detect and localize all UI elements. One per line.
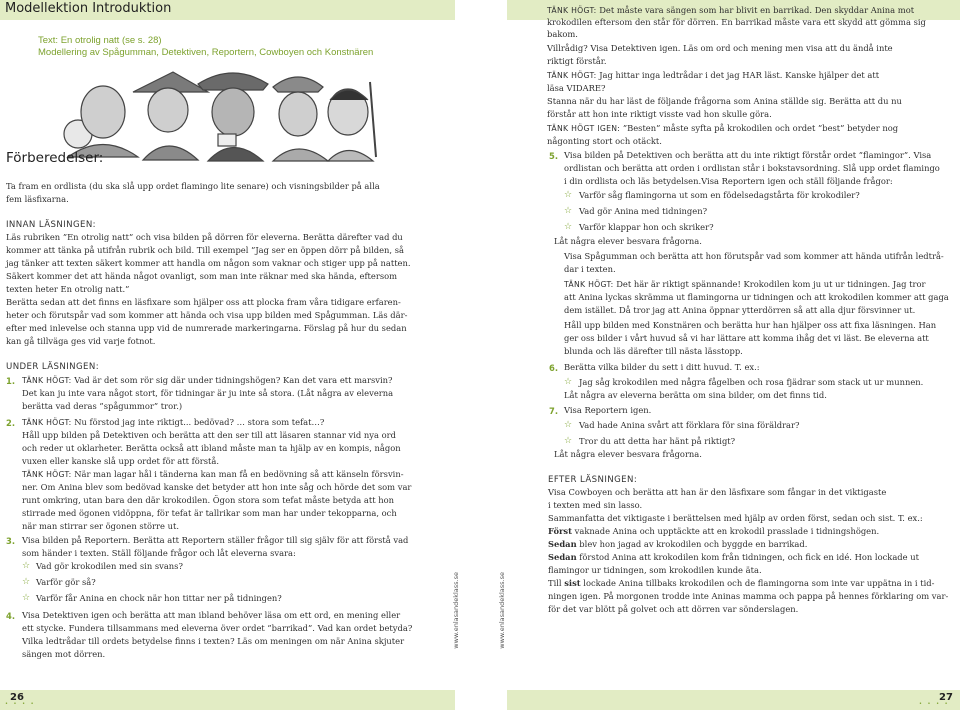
item5-line-3: i din ordlista och läs betydelsen.Visa Reportern igen och ställ följande frågor: xyxy=(564,176,893,186)
module-title: Modellektion Introduktion xyxy=(5,1,172,16)
right-line-5: riktigt förstår. xyxy=(547,56,607,66)
item-number-3: 3. xyxy=(6,536,16,546)
item5-line-6: dar i texten. xyxy=(564,264,616,274)
prep-line-2: fem läsfixarna. xyxy=(6,194,69,204)
website-url: www.enlasandeklass.se xyxy=(498,572,506,649)
after-line-7: flamingor ur tidningen, som krokodilen kunde äta. xyxy=(548,565,762,575)
item6-line-1: Berätta vilka bilder du sett i ditt huvud. T. ex.: xyxy=(564,362,760,372)
after-reading-heading: EFTER LÄSNINGEN: xyxy=(548,475,638,485)
star-icon: ☆ xyxy=(22,577,31,587)
item2-line-5: TÄNK HÖGT: När man lagar hål i tänderna kan man få en bedövning så att känseln försvin- xyxy=(22,469,404,479)
item5-line-7: TÄNK HÖGT: Det här är riktigt spännande! Krokodilen kom ju ut ur tidningen. Jag tror xyxy=(564,279,926,289)
page-number: 26 xyxy=(10,692,24,703)
star-icon: ☆ xyxy=(564,222,573,232)
item2-line-6: ner. Om Anina blev som bedövad kanske det betyder att hon inte såg och hörde det som var xyxy=(22,482,412,492)
item-number-4: 4. xyxy=(6,611,16,621)
before-line-9: kan gå tillväga ges vid varje fotnot. xyxy=(6,336,156,346)
item7-question-2: Tror du att detta har hänt på riktigt? xyxy=(579,436,736,446)
header-bar xyxy=(0,0,455,20)
right-line-6: TÄNK HÖGT: Jag hittar inga ledtrådar i det jag HAR läst. Kanske hjälper det att xyxy=(547,70,880,80)
item-number-6: 6. xyxy=(549,363,559,373)
right-line-2: krokodilen eftersom den står för dörren. En barrikad måste vara ett skydd att gömma sig xyxy=(547,17,926,27)
after-line-10: för det var blött på golvet och att dörren var sönderslagen. xyxy=(548,604,799,614)
item5-line-2: ordlistan och berätta att orden i ordlistan står i bokstavsordning. Slå upp ordet flamingo xyxy=(564,163,940,173)
prep-line-1: Ta fram en ordlista (du ska slå upp ordet flamingo lite senare) och visningsbilder på alla xyxy=(6,181,380,191)
item-number-7: 7. xyxy=(549,406,559,416)
item4-line-2: ett stycke. Fundera tillsammans med eleverna över ordet ”barrikad”. Vad kan ordet betyda? xyxy=(22,623,413,633)
star-icon: ☆ xyxy=(564,436,573,446)
before-line-3: jag tänker att texten säkert kommer att handla om någon som vaknar och stiger upp på natten. xyxy=(6,258,411,268)
star-icon: ☆ xyxy=(564,420,573,430)
item5-question-1: Varför såg flamingorna ut som en födelsedagstårta för krokodiler? xyxy=(579,190,860,200)
after-line-2: i texten med sin lasso. xyxy=(548,500,643,510)
item5-question-3: Varför klappar hon och skriker? xyxy=(579,222,714,232)
item1-line-1: TÄNK HÖGT: Vad är det som rör sig där under tidningshögen? Kan det vara ett marsvin? xyxy=(22,375,393,385)
page-number: 27 xyxy=(939,692,953,703)
right-line-1: TÄNK HÖGT: Det måste vara sängen som har blivit en barrikad. Den skyddar Anina mot xyxy=(547,5,915,15)
item4-line-4: sängen mot dörren. xyxy=(22,649,106,659)
item7-line-1: Visa Reportern igen. xyxy=(564,405,652,415)
after-line-4: Först vaknade Anina och upptäckte att en krokodil prasslade i tidningshögen. xyxy=(548,526,880,536)
before-line-8: efter med inlevelse och stanna upp vid de numrerade markeringarna. Förslag på hur du sedan xyxy=(6,323,407,333)
after-line-9: ningen igen. På morgonen trodde inte Aninas mamma och pappa på hennes förklaring om var- xyxy=(548,591,949,601)
item5-line-12: blunda och läs därefter till nästa lässtopp. xyxy=(564,346,743,356)
item6-line-2: Låt några av eleverna berätta om sina bilder, om det finns tid. xyxy=(564,390,827,400)
item3-question-3: Varför får Anina en chock när hon tittar ner på tidningen? xyxy=(36,593,282,603)
item5-question-2: Vad gör Anina med tidningen? xyxy=(579,206,708,216)
item2-line-1: TÄNK HÖGT: Nu förstod jag inte riktigt... bedövad? … stora som tefat…? xyxy=(22,417,325,427)
right-line-7: läsa VIDARE? xyxy=(547,83,606,93)
footer-bar xyxy=(0,690,455,710)
item1-line-2: Det kan ju inte vara något stort, för tidningar är ju inte så stora. (Låt några av eleverna xyxy=(22,388,394,398)
after-line-1: Visa Cowboyen och berätta att han är den läsfixare som fångar in det viktigaste xyxy=(548,487,887,497)
item5-line-11: ger oss bilder i vårt huvud så vi har lättare att komma ihåg det vi läst. Be eleverna att xyxy=(564,333,929,343)
item1-line-3: berätta vad deras ”spågummor” tror.) xyxy=(22,401,183,411)
after-line-8: Till sist lockade Anina tillbaks krokodilen och de flamingorna som inte var uppätna in i tid- xyxy=(548,578,935,588)
right-line-10: TÄNK HÖGT IGEN: ”Besten” måste syfta på krokodilen och ordet ”best” betyder nog xyxy=(547,123,899,133)
item2-line-7: runt omkring, utan bara den där krokodilen. Ögon stora som tefat måste betyda att hon xyxy=(22,495,395,505)
item2-line-4: vuxen eller kanske slå upp ordet för att förstå. xyxy=(22,456,219,466)
star-icon: ☆ xyxy=(564,377,573,387)
item5-line-8: att Anina lyckas skrämma ut flamingorna ur tidningen och att krokodilen kommer att gaga xyxy=(564,292,949,302)
during-reading-heading: UNDER LÄSNINGEN: xyxy=(6,362,99,372)
item2-line-8: stirrade med ögonen vidöppna, för tefat är tallrikar som man har under tekopparna, och xyxy=(22,508,397,518)
left-page xyxy=(0,0,468,710)
right-line-9: förstår att hon inte riktigt visste vad hon skulle göra. xyxy=(547,109,772,119)
item3-line-1: Visa bilden på Reportern. Berätta att Reportern ställer frågor till sig själv för att förstå vad xyxy=(22,535,409,545)
item7-question-1: Vad hade Anina svårt att förklara för sina föräldrar? xyxy=(579,420,800,430)
right-page xyxy=(492,0,960,710)
text-source: Text: En otrolig natt (se s. 28) xyxy=(38,35,162,46)
star-icon: ☆ xyxy=(22,561,31,571)
item5-line-9: dem istället. Då tror jag att Anina öppnar ytterdörren så att alla djur försvinner ut. xyxy=(564,305,916,315)
right-line-4: Villrådig? Visa Detektiven igen. Läs om ord och mening men visa att du ändå inte xyxy=(547,43,893,53)
item2-line-3: och reder ut oklarheter. Berätta också att ibland måste man ta hjälp av en kompis, någon xyxy=(22,443,401,453)
item-number-2: 2. xyxy=(6,418,16,428)
item4-line-1: Visa Detektiven igen och berätta att man ibland behöver läsa om ett ord, en mening eller xyxy=(22,610,401,620)
right-line-8: Stanna när du har läst de följande frågorna som Anina ställde sig. Berätta att du nu xyxy=(547,96,902,106)
before-line-4: Säkert kommer det att hända något ovanligt, som man inte räknar med ska hända, eftersom xyxy=(6,271,398,281)
modeling-line: Modellering av Spågumman, Detektiven, Reportern, Cowboyen och Konstnären xyxy=(38,47,374,58)
footer-dots: • • • • xyxy=(5,701,36,707)
before-reading-heading: INNAN LÄSNINGEN: xyxy=(6,220,96,230)
footer-bar xyxy=(507,690,960,710)
after-line-6: Sedan förstod Anina att krokodilen kom från tidningen, och fick en idé. Hon lockade ut xyxy=(548,552,919,562)
item5-line-5: Visa Spågumman och berätta att hon förutspår vad som kommer att hända utifrån ledtrå- xyxy=(564,251,944,261)
item5-line-10: Håll upp bilden med Konstnären och berätta hur han hjälper oss att fixa läsningen. Han xyxy=(564,320,937,330)
star-icon: ☆ xyxy=(564,190,573,200)
item-number-5: 5. xyxy=(549,151,559,161)
footer-dots: • • • • xyxy=(919,701,950,707)
website-url: www.enlasandeklass.se xyxy=(452,572,460,649)
star-icon: ☆ xyxy=(22,593,31,603)
item6-question-1: Jag såg krokodilen med några fågelben och rosa fjädrar som stack ut ur munnen. xyxy=(579,377,924,387)
item4-line-3: Vilka ledtrådar till ordets betydelse finns i texten? Läs om meningen om när Anina skjuter xyxy=(22,636,405,646)
item5-line-4: Låt några elever besvara frågorna. xyxy=(554,236,702,246)
before-line-7: heter och förutspår vad som kommer att hända och visa upp bilden med Spågumman. Läs där- xyxy=(6,310,408,320)
after-line-5: Sedan blev hon jagad av krokodilen och byggde en barrikad. xyxy=(548,539,808,549)
after-line-3: Sammanfatta det viktigaste i berättelsen med hjälp av orden först, sedan och sist. T. ex.: xyxy=(548,513,923,523)
item7-line-2: Låt några elever besvara frågorna. xyxy=(554,449,702,459)
item3-question-1: Vad gör krokodilen med sin svans? xyxy=(36,561,183,571)
item3-question-2: Varför gör så? xyxy=(36,577,96,587)
item3-line-2: som händer i texten. Ställ följande frågor och låt eleverna svara: xyxy=(22,548,296,558)
item5-line-1: Visa bilden på Detektiven och berätta att du inte riktigt förstår ordet ”flamingor”. Visa xyxy=(564,150,932,160)
before-line-1: Läs rubriken ”En otrolig natt” och visa bilden på dörren för eleverna. Berätta därefter vad du xyxy=(6,232,403,242)
item2-line-9: när man stirrar ser ögonen större ut. xyxy=(22,521,179,531)
prep-heading: Förberedelser: xyxy=(6,150,104,166)
characters-illustration xyxy=(48,62,378,162)
before-line-2: kommer att tänka på utifrån rubrik och bild. Till exempel ”Jag ser en öppen dörr på bilden, så xyxy=(6,245,404,255)
item-number-1: 1. xyxy=(6,376,16,386)
before-line-5: texten heter En otrolig natt.” xyxy=(6,284,130,294)
star-icon: ☆ xyxy=(564,206,573,216)
right-line-3: bakom. xyxy=(547,29,578,39)
right-line-11: någonting stort och otäckt. xyxy=(547,136,662,146)
before-line-6: Berätta sedan att det finns en läsfixare som hjälper oss att plocka fram våra tidigare erfaren- xyxy=(6,297,401,307)
item2-line-2: Håll upp bilden på Detektiven och berätta att den ser till att läsaren stannar vid nya ord xyxy=(22,430,396,440)
